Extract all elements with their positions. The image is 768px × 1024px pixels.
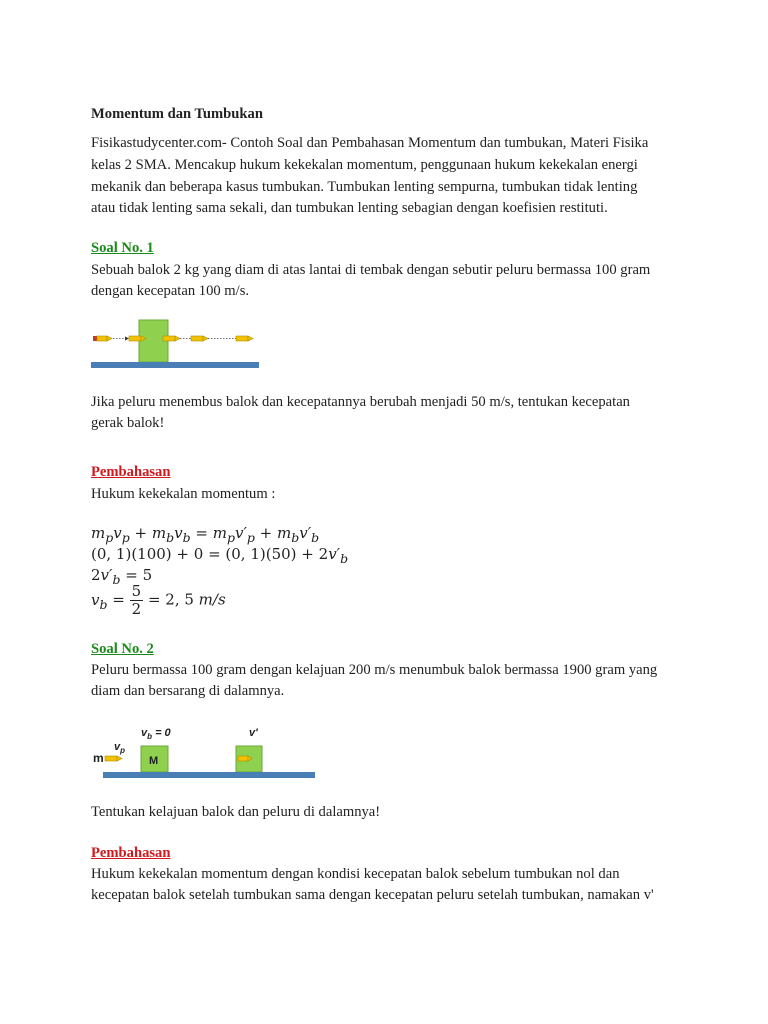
soal-1-text: dengan kecepatan 100 m/s. xyxy=(91,283,250,299)
block-velocity-label: $v_b = 0$ xyxy=(141,727,171,741)
soal-1-question: gerak balok! xyxy=(91,415,165,431)
soal-2-heading: Soal No. 2 xyxy=(91,641,154,657)
soal-2-text: diam dan bersarang di dalamnya. xyxy=(91,683,285,699)
equation-result: $v_b$ = $\frac{5}{2}$ = 2, 5 m/s xyxy=(91,582,226,618)
intro-line: atau tidak lenting sama sekali, dan tumbukan lenting sebagian dengan koefisien restituti. xyxy=(91,200,608,216)
bullet-icon xyxy=(105,756,122,761)
floor xyxy=(91,362,259,368)
floor xyxy=(103,772,315,778)
bullet-icon xyxy=(191,336,208,341)
soal-1-pembahasan-text: Hukum kekekalan momentum : xyxy=(91,486,276,502)
bullet-icon xyxy=(93,336,112,341)
soal-2-pembahasan-text: Hukum kekekalan momentum dengan kondisi kecepatan balok sebelum tumbukan nol dan xyxy=(91,866,620,882)
bullet-velocity-label: $v_p$ xyxy=(114,741,126,755)
intro-line: kelas 2 SMA. Mencakup hukum kekekalan momentum, penggunaan hukum kekekalan energi xyxy=(91,157,638,173)
bullet-icon xyxy=(236,336,253,341)
soal-1-question: Jika peluru menembus balok dan kecepatannya berubah menjadi 50 m/s, tentukan kecepatan xyxy=(91,394,630,410)
page-title: Momentum dan Tumbukan xyxy=(91,106,263,122)
bullet-embedded-block-diagram xyxy=(91,722,321,782)
soal-2-text: Peluru bermassa 100 gram dengan kelajuan 200 m/s menumbuk balok bermassa 1900 gram yang xyxy=(91,662,658,678)
equation-substitution: (0, 1)(100) + 0 = (0, $1)(50) + 2v'_b$ xyxy=(91,545,349,566)
soal-1-heading: Soal No. 1 xyxy=(91,240,154,256)
equation-momentum: $m_pv_p + m_bv_b = m_pv'_p + m_bv'_b$ xyxy=(91,524,320,545)
soal-1-pembahasan-heading: Pembahasan xyxy=(91,464,171,480)
intro-line: Fisikastudycenter.com- Contoh Soal dan Pembahasan Momentum dan tumbukan, Materi Fisika xyxy=(91,135,649,151)
bullet-icon xyxy=(163,336,180,341)
equation-simplified: $2v'_b = 5$ xyxy=(91,566,153,587)
soal-2-question: Tentukan kelajuan balok dan peluru di dalamnya! xyxy=(91,804,381,820)
bullet-through-block-diagram xyxy=(91,318,261,373)
mass-label: m xyxy=(93,751,104,765)
soal-2-pembahasan-heading: Pembahasan xyxy=(91,845,171,861)
intro-line: mekanik dan beberapa kasus tumbukan. Tumbukan lenting sempurna, tumbukan tidak lenting xyxy=(91,179,638,195)
soal-2-pembahasan-text: kecepatan balok setelah tumbukan sama dengan kecepatan peluru setelah tumbukan, namakan v' xyxy=(91,887,654,903)
final-velocity-label: v' xyxy=(249,727,258,739)
soal-1-text: Sebuah balok 2 kg yang diam di atas lantai di tembak dengan sebutir peluru bermassa 100 gram xyxy=(91,262,651,278)
block-m-label: M xyxy=(149,755,159,767)
